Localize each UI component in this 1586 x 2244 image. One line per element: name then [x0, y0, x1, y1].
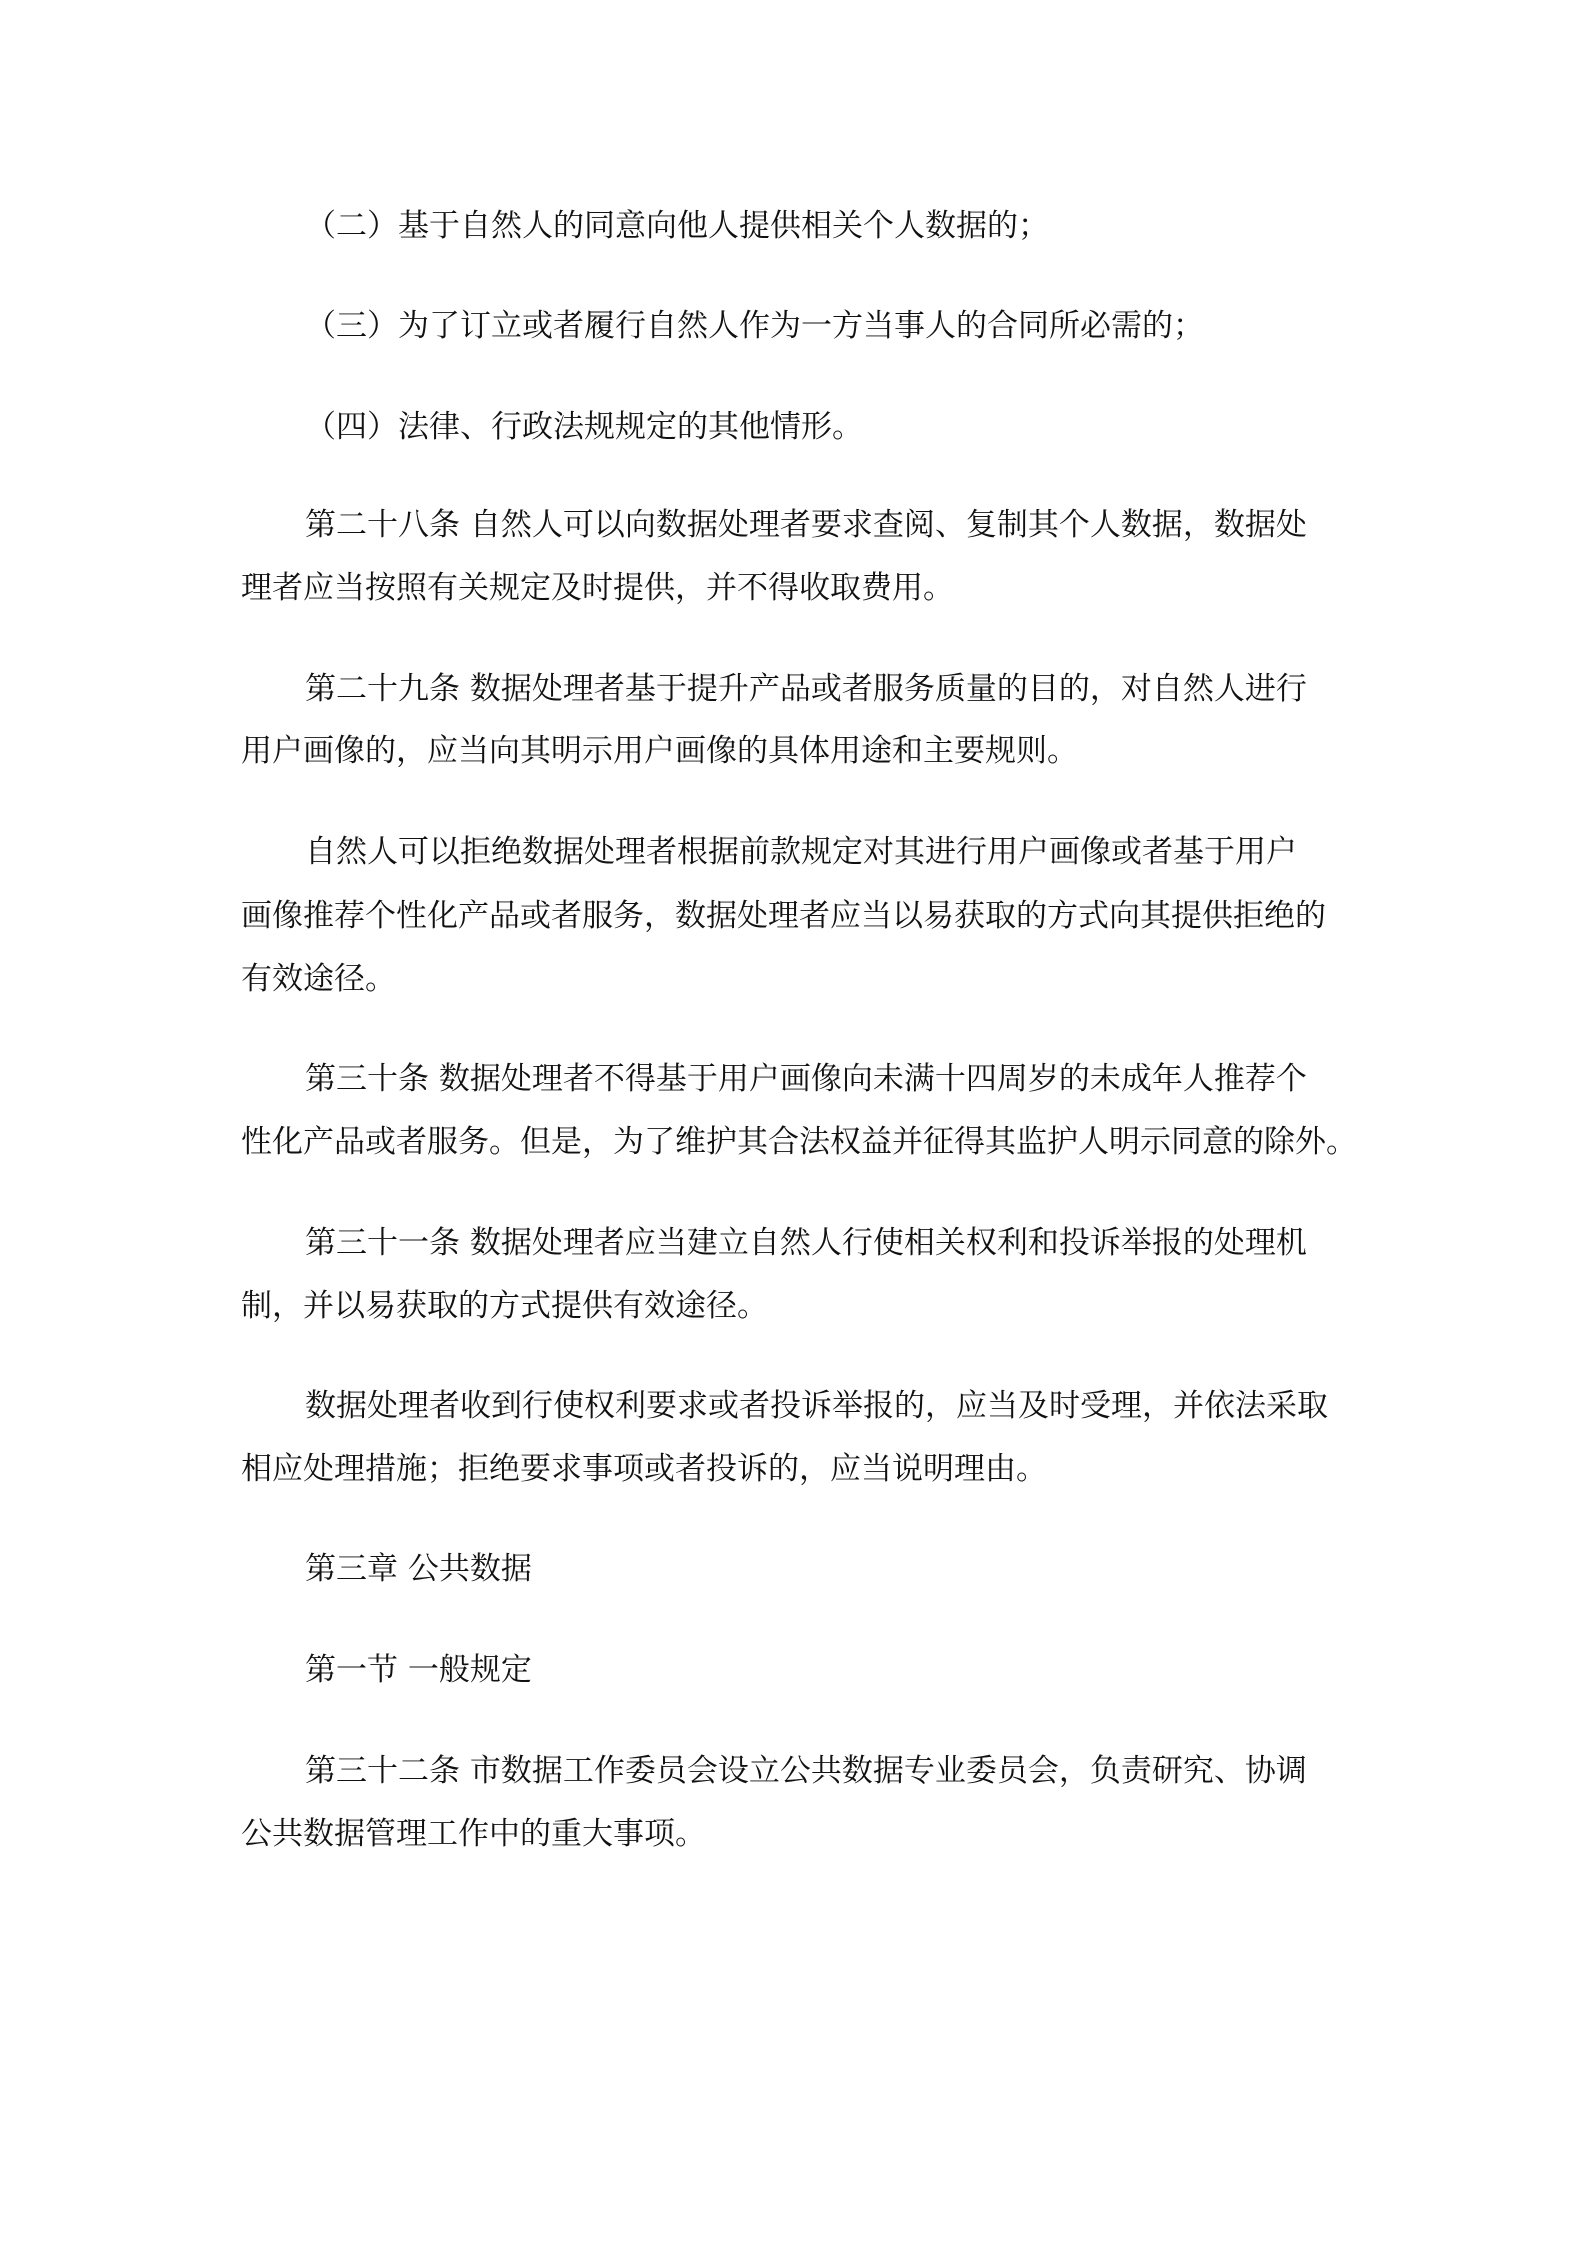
article-28-line-2: 理者应当按照有关规定及时提供，并不得收取费用。: [241, 570, 954, 606]
article-29-para2-line-1: 自然人可以拒绝数据处理者根据前款规定对其进行用户画像或者基于用户: [305, 834, 1297, 870]
section-heading: 第一节 一般规定: [305, 1652, 532, 1688]
article-32-line-1: 第三十二条 市数据工作委员会设立公共数据专业委员会，负责研究、协调: [305, 1753, 1307, 1789]
article-31-line-1: 第三十一条 数据处理者应当建立自然人行使相关权利和投诉举报的处理机: [305, 1225, 1307, 1261]
article-28-line-1: 第二十八条 自然人可以向数据处理者要求查阅、复制其个人数据，数据处: [305, 507, 1307, 543]
article-29-para2-line-3: 有效途径。: [241, 961, 396, 997]
article-29-line-2: 用户画像的，应当向其明示用户画像的具体用途和主要规则。: [241, 733, 1078, 769]
article-31-para2-line-2: 相应处理措施；拒绝要求事项或者投诉的，应当说明理由。: [241, 1451, 1047, 1487]
article-31-para2-line-1: 数据处理者收到行使权利要求或者投诉举报的，应当及时受理，并依法采取: [305, 1388, 1328, 1424]
list-item-2: （二）基于自然人的同意向他人提供相关个人数据的；: [305, 208, 1049, 244]
chapter-heading: 第三章 公共数据: [305, 1551, 532, 1587]
article-29-para2-line-2: 画像推荐个性化产品或者服务，数据处理者应当以易获取的方式向其提供拒绝的: [241, 898, 1326, 934]
article-29-line-1: 第二十九条 数据处理者基于提升产品或者服务质量的目的，对自然人进行: [305, 671, 1307, 707]
article-30-line-2: 性化产品或者服务。但是，为了维护其合法权益并征得其监护人明示同意的除外。: [241, 1124, 1357, 1160]
article-31-line-2: 制，并以易获取的方式提供有效途径。: [241, 1288, 768, 1324]
list-item-4: （四）法律、行政法规规定的其他情形。: [305, 409, 863, 445]
article-30-line-1: 第三十条 数据处理者不得基于用户画像向未满十四周岁的未成年人推荐个: [305, 1061, 1307, 1097]
article-32-line-2: 公共数据管理工作中的重大事项。: [241, 1816, 706, 1852]
list-item-3: （三）为了订立或者履行自然人作为一方当事人的合同所必需的；: [305, 308, 1204, 344]
